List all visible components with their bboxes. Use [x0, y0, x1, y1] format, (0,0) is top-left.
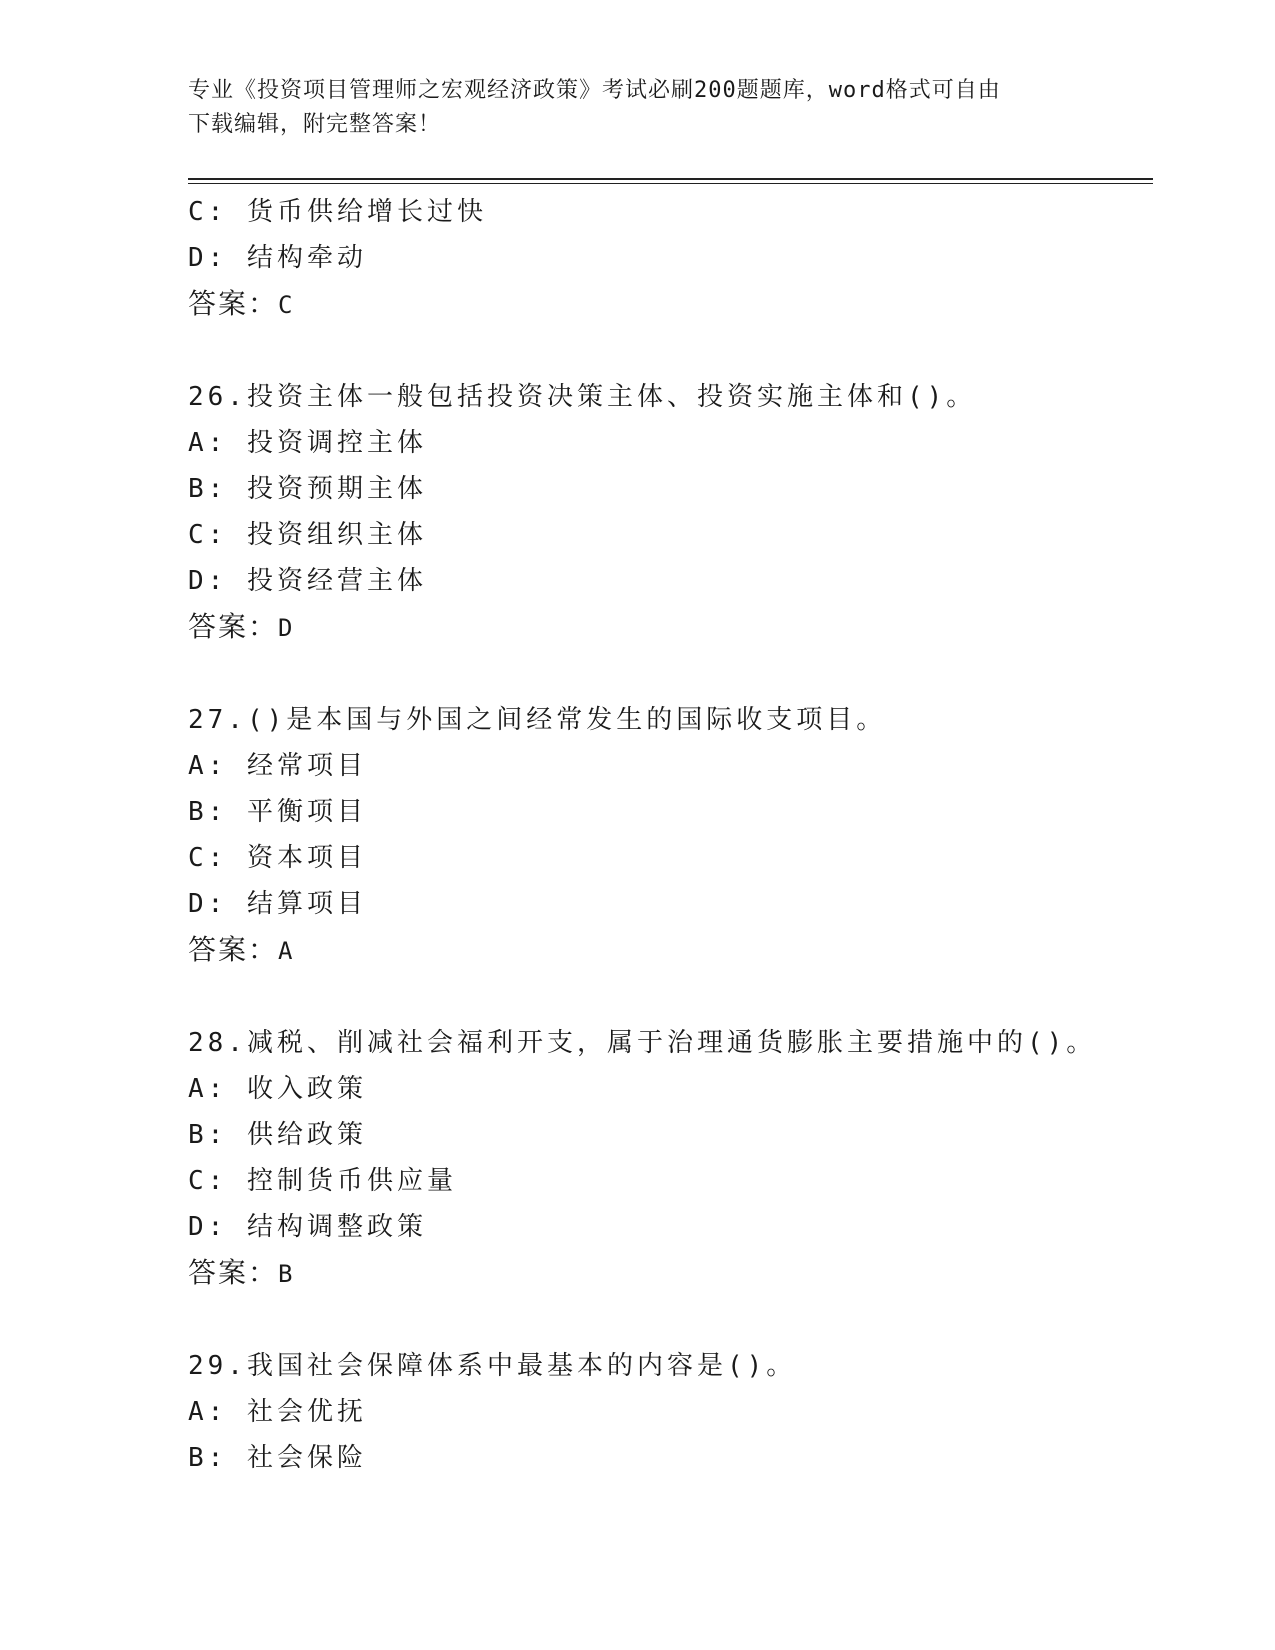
option-c	[188, 512, 1148, 558]
answer-label: 答案：	[188, 1256, 279, 1289]
option-key: B:	[188, 1443, 228, 1473]
question-stem: 27.()是本国与外国之间经常发生的国际收支项目。	[188, 705, 887, 735]
option-key: D:	[188, 566, 228, 596]
answer	[188, 604, 1148, 651]
option-key: A:	[188, 751, 228, 781]
option-text: 结构调整政策	[246, 1212, 427, 1242]
option-c	[188, 189, 1148, 235]
question-list	[188, 189, 1148, 1481]
answer	[188, 927, 1148, 974]
answer	[188, 281, 1148, 328]
answer-label: 答案：	[188, 610, 279, 643]
option-text: 资本项目	[246, 843, 367, 873]
option-key: D:	[188, 243, 228, 273]
option-b	[188, 1112, 1148, 1158]
answer	[188, 1250, 1148, 1297]
option-b	[188, 1435, 1148, 1481]
question-stem: 29.我国社会保障体系中最基本的内容是()。	[188, 1351, 797, 1381]
option-c	[188, 1158, 1148, 1204]
answer-value: A	[278, 937, 295, 965]
question-27	[188, 697, 1148, 974]
question-stem: 28.减税、削减社会福利开支，属于治理通货膨胀主要措施中的()。	[188, 1028, 1097, 1058]
option-d	[188, 558, 1148, 604]
option-text: 平衡项目	[246, 797, 367, 827]
header-divider-bottom	[188, 183, 1153, 184]
option-b	[188, 466, 1148, 512]
answer-value: B	[278, 1260, 295, 1288]
option-key: C:	[188, 197, 228, 227]
option-key: D:	[188, 889, 228, 919]
header-divider-top	[188, 178, 1153, 180]
question-28	[188, 1020, 1148, 1297]
answer-value: C	[278, 291, 295, 319]
option-text: 投资调控主体	[246, 428, 427, 458]
option-a	[188, 1389, 1148, 1435]
option-text: 投资组织主体	[246, 520, 427, 550]
option-a	[188, 420, 1148, 466]
answer-label: 答案：	[188, 933, 279, 966]
option-key: C:	[188, 520, 228, 550]
question-stem: 26.投资主体一般包括投资决策主体、投资实施主体和()。	[188, 382, 977, 412]
option-c	[188, 835, 1148, 881]
option-text: 经常项目	[246, 751, 367, 781]
option-text: 结构牵动	[246, 243, 367, 273]
option-text: 社会优抚	[246, 1397, 367, 1427]
option-text: 收入政策	[246, 1074, 367, 1104]
question-26	[188, 374, 1148, 651]
option-key: A:	[188, 1397, 228, 1427]
question-29	[188, 1343, 1148, 1481]
answer-label: 答案：	[188, 287, 279, 320]
option-text: 供给政策	[246, 1120, 367, 1150]
option-key: B:	[188, 797, 228, 827]
option-text: 社会保险	[246, 1443, 367, 1473]
option-text: 结算项目	[246, 889, 367, 919]
option-text: 投资预期主体	[246, 474, 427, 504]
option-key: D:	[188, 1212, 228, 1242]
answer-value: D	[278, 614, 295, 642]
question-25-tail	[188, 189, 1148, 328]
option-key: C:	[188, 1166, 228, 1196]
option-key: A:	[188, 1074, 228, 1104]
header-line-1: 专业《投资项目管理师之宏观经济政策》考试必刷200题题库，word格式可自由	[188, 78, 1001, 103]
option-text: 投资经营主体	[246, 566, 427, 596]
option-key: B:	[188, 1120, 228, 1150]
option-d	[188, 1204, 1148, 1250]
option-d	[188, 235, 1148, 281]
document-header	[188, 74, 1088, 142]
option-a	[188, 743, 1148, 789]
option-a	[188, 1066, 1148, 1112]
option-b	[188, 789, 1148, 835]
option-text: 货币供给增长过快	[246, 197, 487, 227]
option-text: 控制货币供应量	[246, 1166, 457, 1196]
option-d	[188, 881, 1148, 927]
option-key: A:	[188, 428, 228, 458]
option-key: B:	[188, 474, 228, 504]
header-line-2: 下载编辑，附完整答案！	[188, 112, 442, 137]
option-key: C:	[188, 843, 228, 873]
